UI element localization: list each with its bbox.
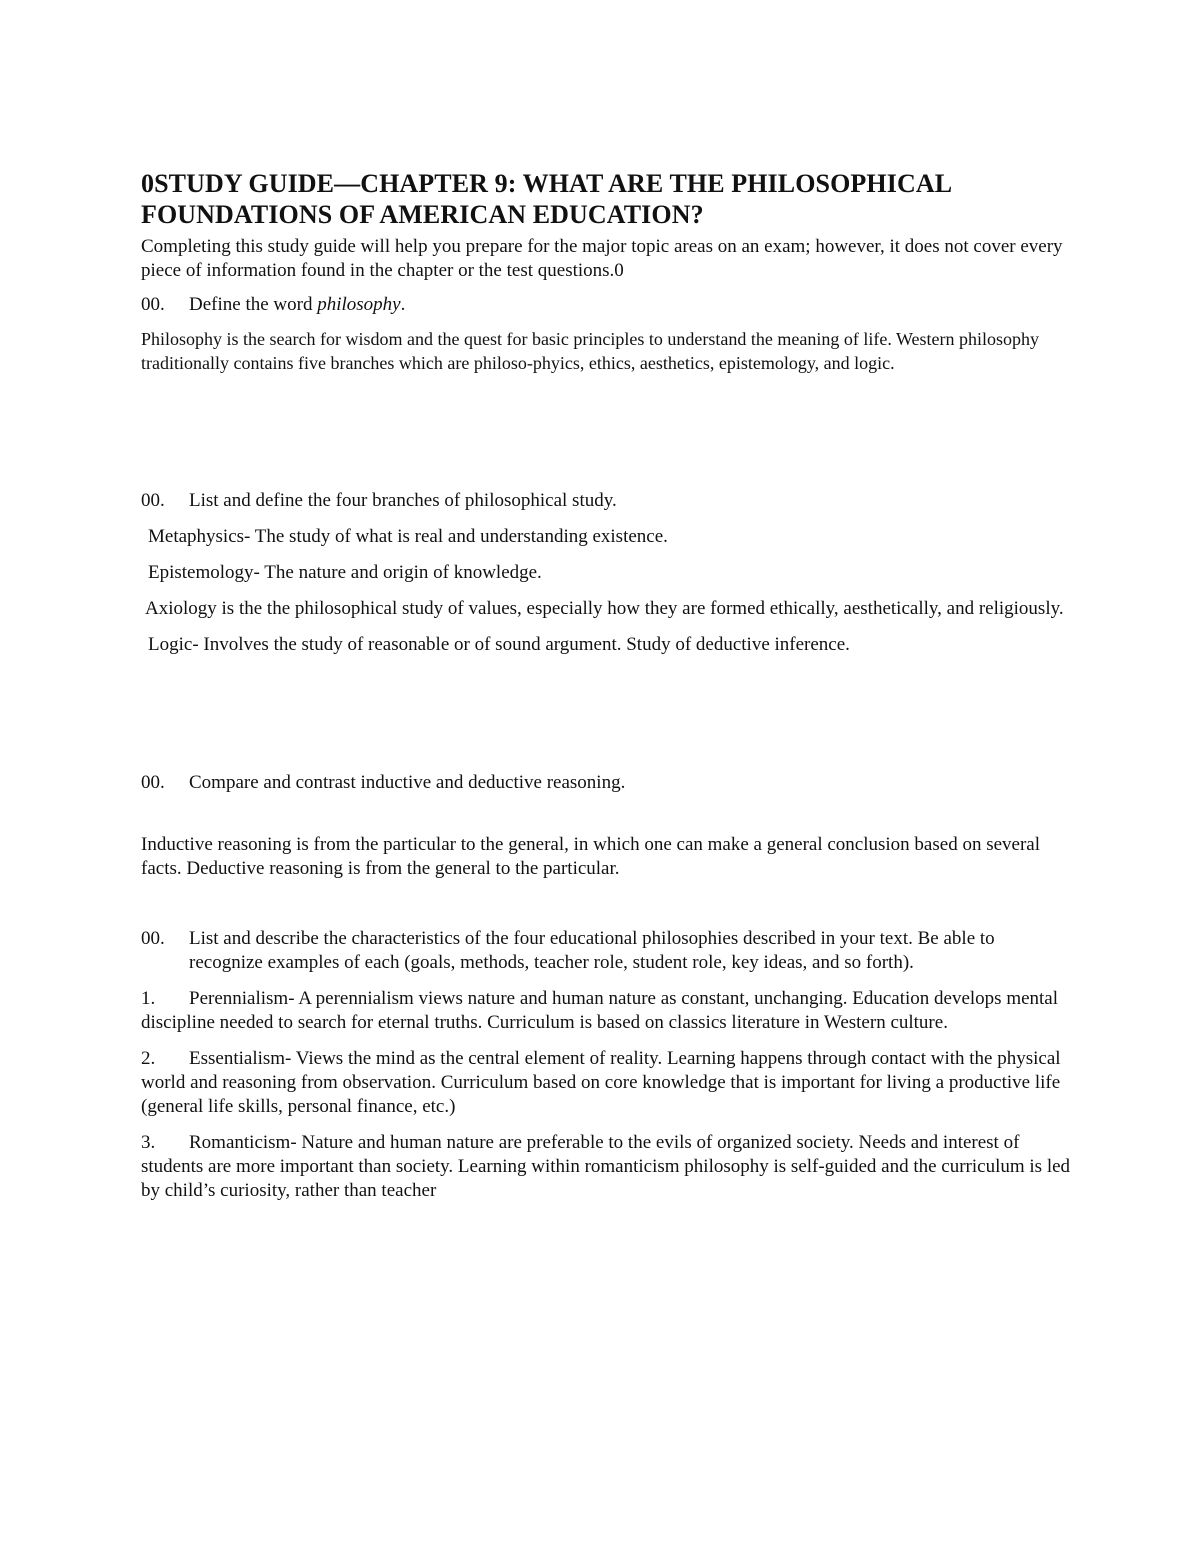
document-title: 0STUDY GUIDE—CHAPTER 9: WHAT ARE THE PHILOSOPHICAL FOUNDATIONS OF AMERICAN EDUCATION? <box>141 169 951 229</box>
question-4 <box>141 927 1071 975</box>
branch-axiology: Axiology is the the philosophical study of values, especially how they are formed ethically, aesthetically, and religiously. <box>145 598 1064 619</box>
answer-3: Inductive reasoning is from the particular to the general, in which one can make a general conclusion based on several facts. Deductive reasoning is from the general to the particular. <box>141 834 1040 879</box>
question-text: Compare and contrast inductive and deductive reasoning. <box>189 772 626 793</box>
question-text: List and define the four branches of philosophical study. <box>189 490 617 511</box>
question-number: 00. <box>141 772 165 793</box>
list-item-text: Essentialism- Views the mind as the central element of reality. Learning happens through contact with the physical world and reasoning from observation. Curriculum based on core knowledge that is important for living a productive life (general life skills, personal finance, etc.) <box>141 1048 1061 1117</box>
question-3 <box>141 771 1071 795</box>
list-item-text: Romanticism- Nature and human nature are preferable to the evils of organized society. Needs and interest of students are more important than society. Learning within romanticism philosophy is self-guided and the curriculum is led by child’s curiosity, rather than teacher <box>141 1132 1071 1201</box>
list-item-essentialism <box>141 1047 1071 1119</box>
question-number: 00. <box>141 294 165 315</box>
branch-metaphysics: Metaphysics- The study of what is real and understanding existence. <box>148 526 668 547</box>
list-item-text: Perennialism- A perennialism views nature and human nature as constant, unchanging. Education develops mental discipline needed to search for eternal truths. Curriculum is based on classics literature in Western culture. <box>141 988 1059 1033</box>
intro-paragraph: Completing this study guide will help you prepare for the major topic areas on an exam; however, it does not cover every piece of information found in the chapter or the test questions.0 <box>141 236 1063 281</box>
question-text <box>189 293 1071 317</box>
list-item-number: 2. <box>141 1048 156 1069</box>
question-number: 00. <box>141 490 165 511</box>
list-item-number: 1. <box>141 988 156 1009</box>
branch-logic: Logic- Involves the study of reasonable or of sound argument. Study of deductive inference. <box>148 634 850 655</box>
question-text-italic: philosophy <box>317 294 401 315</box>
branch-epistemology: Epistemology- The nature and origin of knowledge. <box>148 562 542 583</box>
list-item-number: 3. <box>141 1132 156 1153</box>
question-1 <box>141 293 1071 317</box>
document-page <box>141 168 1071 1203</box>
question-text-part: Define the word <box>189 294 318 315</box>
question-text: List and describe the characteristics of the four educational philosophies described in your text. Be able to recognize examples of each (goals, methods, teacher role, student role, key ideas, and so forth). <box>189 928 995 973</box>
question-number: 00. <box>141 928 165 949</box>
list-item-perennialism <box>141 987 1071 1035</box>
question-2 <box>141 489 1071 513</box>
question-text-part: . <box>400 294 406 315</box>
list-item-romanticism <box>141 1131 1071 1203</box>
answer-1: Philosophy is the search for wisdom and the quest for basic principles to understand the meaning of life. Western philosophy traditionally contains five branches which are philoso-phyics, ethics, aesthetics, epistemology, and logic. <box>141 329 1040 373</box>
